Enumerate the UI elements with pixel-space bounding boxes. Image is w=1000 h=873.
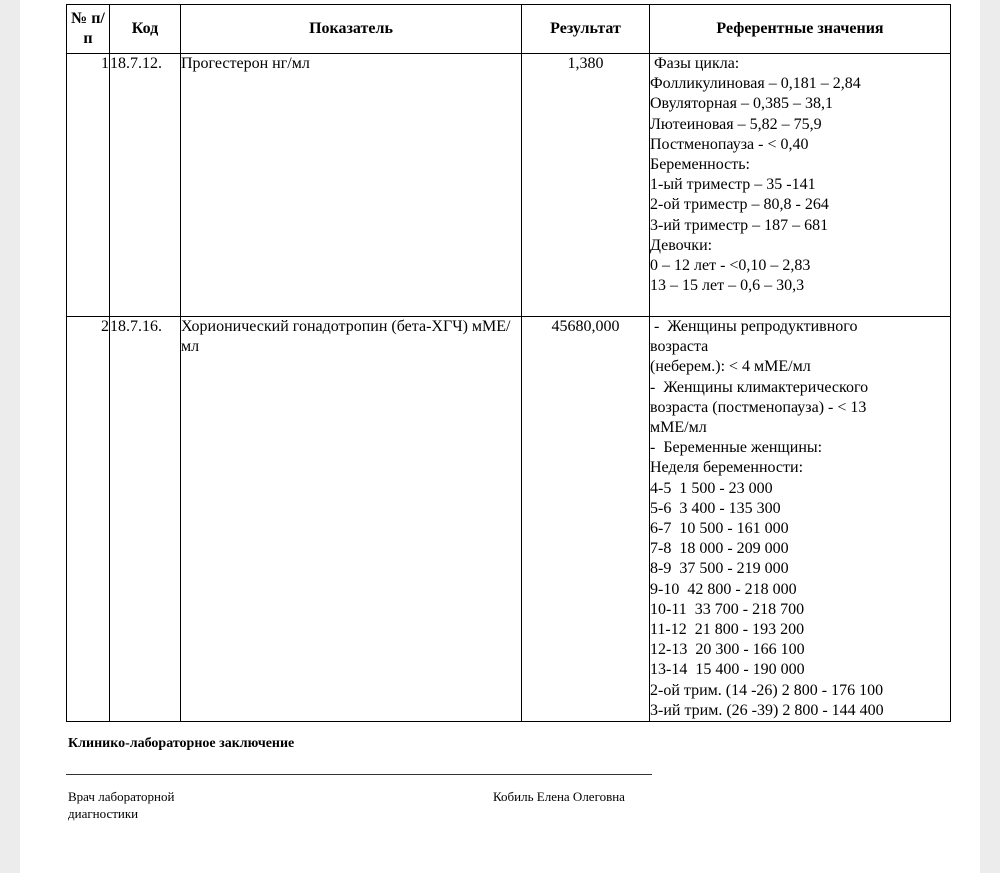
- header-num: № п/п: [67, 5, 110, 54]
- reference-line: 3-ий трим. (26 -39) 2 800 - 144 400: [650, 701, 884, 719]
- row-code: 18.7.12.: [110, 54, 181, 317]
- table-row: [67, 317, 951, 722]
- row-num: 1: [67, 54, 110, 317]
- reference-line: - Женщины климактерического: [650, 378, 869, 396]
- row-indicator: Прогестерон нг/мл: [181, 54, 522, 317]
- table-row: [67, 54, 951, 317]
- reference-line: возраста (постменопауза) - < 13: [650, 398, 867, 416]
- signature-line: [66, 774, 652, 775]
- table-header-row: [67, 5, 951, 54]
- reference-line: Постменопауза - < 0,40: [650, 135, 809, 153]
- header-code: Код: [110, 5, 181, 54]
- reference-line: 6-7 10 500 - 161 000: [650, 520, 789, 538]
- reference-line: 0 – 12 лет - <0,10 – 2,83: [650, 257, 811, 275]
- row-num: 2: [67, 317, 110, 722]
- results-table: [66, 4, 951, 722]
- reference-line: 4-5 1 500 - 23 000: [650, 479, 773, 497]
- reference-line: Фазы цикла:: [650, 55, 740, 72]
- reference-line: 7-8 18 000 - 209 000: [650, 540, 789, 558]
- reference-line: - Беременные женщины:: [650, 439, 823, 457]
- reference-line: 3-ий триместр – 187 – 681: [650, 216, 829, 234]
- doctor-title: Врач лабораторной диагностики: [68, 789, 175, 821]
- reference-line: 13 – 15 лет – 0,6 – 30,3: [650, 277, 805, 295]
- document-page: [20, 0, 980, 873]
- reference-line: 12-13 20 300 - 166 100: [650, 641, 805, 659]
- reference-line: возраста: [650, 338, 709, 356]
- conclusion-heading: Клинико-лабораторное заключение: [68, 736, 295, 751]
- reference-line: Девочки:: [650, 236, 713, 254]
- reference-line: Неделя беременности:: [650, 459, 804, 477]
- reference-line: 2-ой трим. (14 -26) 2 800 - 176 100: [650, 681, 884, 699]
- reference-line: - Женщины репродуктивного: [650, 318, 858, 335]
- reference-line: 9-10 42 800 - 218 000: [650, 580, 797, 598]
- header-reference: Референтные значения: [650, 5, 951, 54]
- reference-line: 10-11 33 700 - 218 700: [650, 600, 805, 618]
- reference-line: 1-ый триместр – 35 -141: [650, 176, 816, 194]
- row-reference: [650, 54, 951, 317]
- row-reference: [650, 317, 951, 722]
- row-indicator: Хорионический гонадотропин (бета-ХГЧ) мМЕ/мл: [181, 317, 522, 722]
- reference-line: 11-12 21 800 - 193 200: [650, 621, 805, 639]
- row-result: 1,380: [522, 54, 650, 317]
- reference-line: Фолликулиновая – 0,181 – 2,84: [650, 75, 861, 93]
- doctor-name: Кобиль Елена Олеговна: [493, 789, 625, 804]
- reference-line: Лютеиновая – 5,82 – 75,9: [650, 115, 822, 133]
- reference-line: мМЕ/мл: [650, 419, 707, 437]
- reference-line: Овуляторная – 0,385 – 38,1: [650, 95, 834, 113]
- reference-line: 2-ой триместр – 80,8 - 264: [650, 196, 829, 214]
- reference-line: 8-9 37 500 - 219 000: [650, 560, 789, 578]
- header-result: Результат: [522, 5, 650, 54]
- row-code: 18.7.16.: [110, 317, 181, 722]
- row-result: 45680,000: [522, 317, 650, 722]
- reference-line: Беременность:: [650, 156, 750, 174]
- header-name: Показатель: [181, 5, 522, 54]
- reference-line: 5-6 3 400 - 135 300: [650, 499, 781, 517]
- reference-line: (неберем.): < 4 мМЕ/мл: [650, 358, 811, 376]
- reference-line: 13-14 15 400 - 190 000: [650, 661, 805, 679]
